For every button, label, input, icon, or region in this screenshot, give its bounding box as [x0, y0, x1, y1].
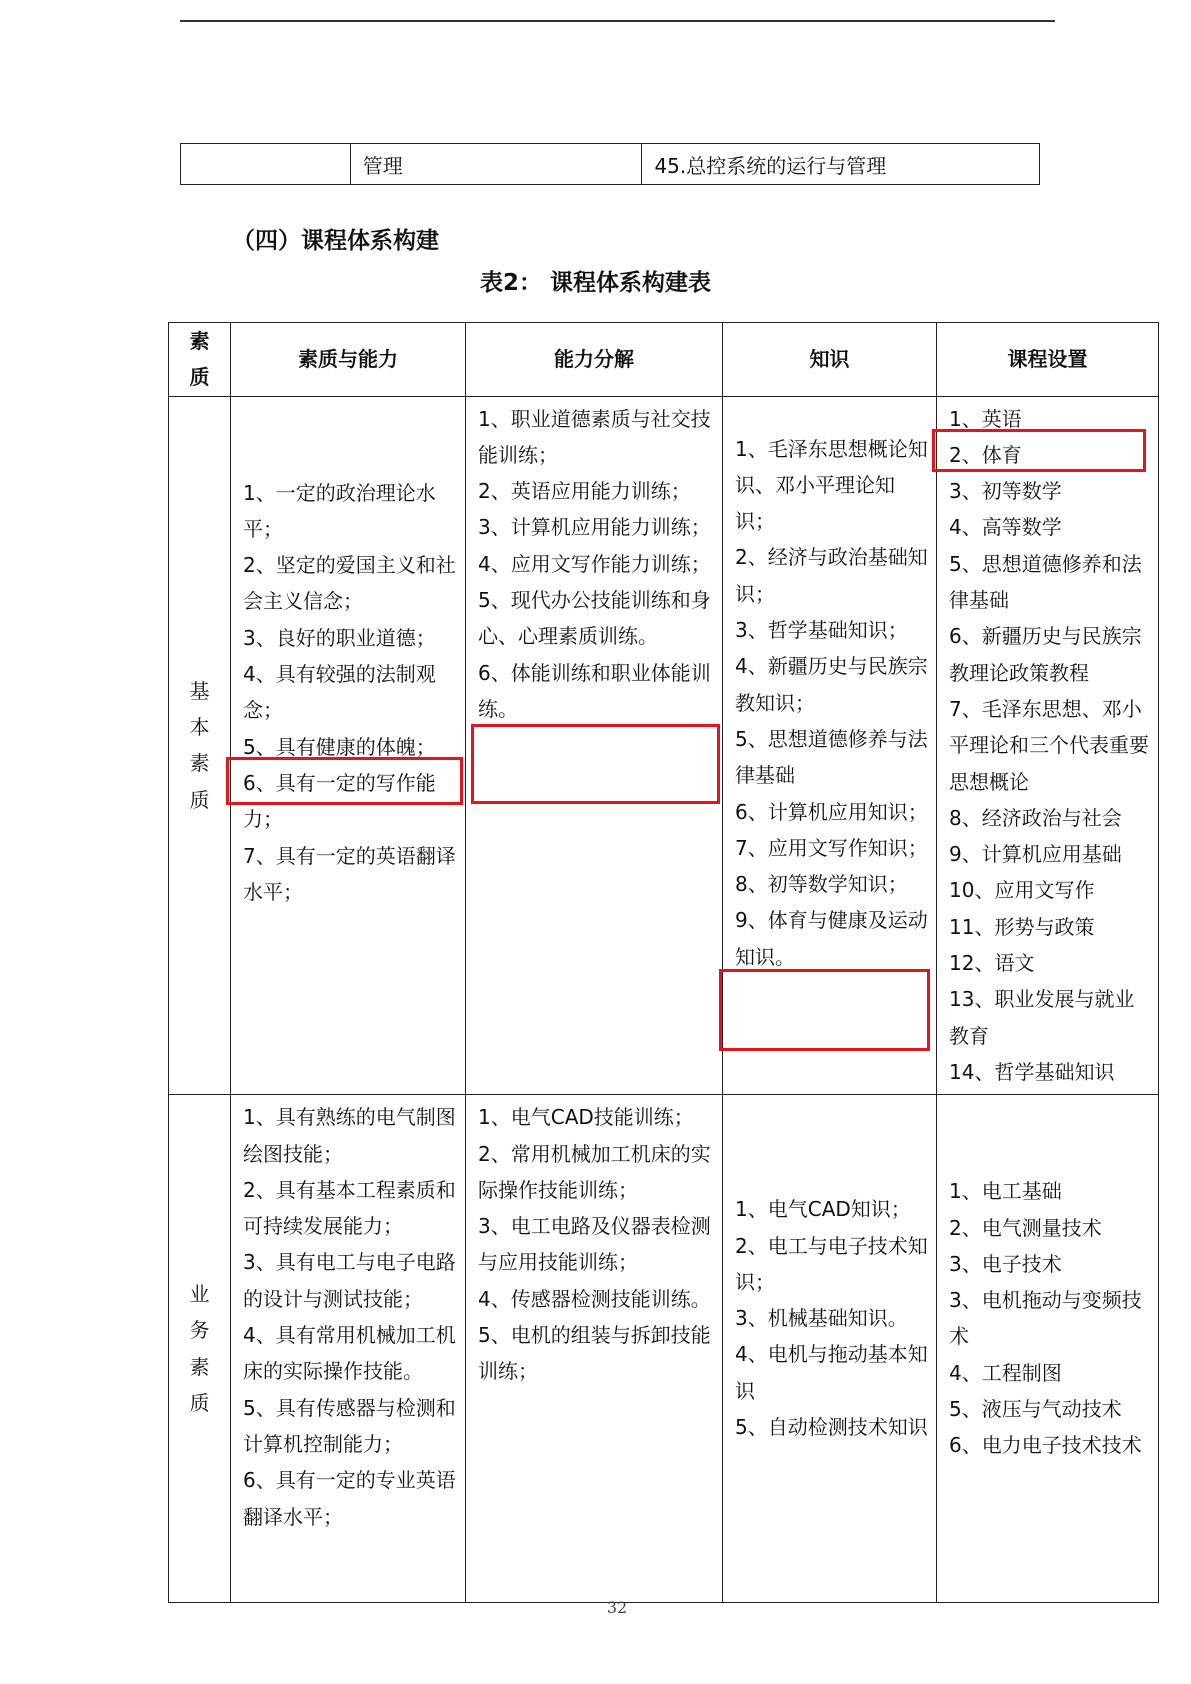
- decomposition-cell: [466, 1095, 723, 1603]
- list-item: 1、一定的政治理论水平；: [243, 480, 436, 541]
- list-item: 11、形势与政策: [949, 914, 1095, 939]
- list-item: 3、机械基础知识。: [735, 1306, 908, 1331]
- list-item: 5、自动检测技术知识: [735, 1415, 928, 1440]
- list-item: 8、经济政治与社会: [949, 805, 1122, 830]
- list-item: 2、经济与政治基础知识；: [735, 545, 928, 606]
- list-item: 1、电气CAD技能训练；: [478, 1105, 694, 1130]
- header-quality: 素质: [169, 323, 231, 397]
- list-item: 1、毛泽东思想概论知识、邓小平理论知识；: [735, 436, 928, 534]
- list-item: 5、液压与气动技术: [949, 1397, 1122, 1422]
- list-item: 6、新疆历史与民族宗教理论政策教程: [949, 624, 1142, 685]
- list-item: 6、具有一定的写作能力；: [243, 770, 436, 832]
- category-cell: 业务素质: [169, 1095, 231, 1603]
- knowledge-cell: [723, 396, 937, 1095]
- list-item: 6、计算机应用知识；: [735, 799, 928, 824]
- list-item: 4、具有较强的法制观念；: [243, 662, 436, 723]
- knowledge-cell: [723, 1095, 937, 1603]
- list-item: 9、计算机应用基础: [949, 842, 1122, 867]
- list-item: 4、应用文写作能力训练；: [478, 551, 711, 576]
- courses-cell: [937, 396, 1159, 1095]
- header-knowledge: 知识: [723, 323, 937, 397]
- header-course-setting: 课程设置: [937, 323, 1159, 397]
- list-item: 5、思想道德修养与法律基础: [735, 726, 928, 788]
- table-caption: 表2： 课程体系构建表: [479, 270, 711, 296]
- list-item: 4、具有常用机械加工机床的实际操作技能。: [243, 1323, 456, 1384]
- list-item: 4、高等数学: [949, 515, 1062, 540]
- list-item: 3、计算机应用能力训练；: [478, 515, 711, 540]
- list-item: 5、电机的组装与拆卸技能训练；: [478, 1323, 711, 1384]
- table-header-row: [169, 323, 1159, 397]
- list-item: 2、电工与电子技术知识；: [735, 1233, 928, 1294]
- header-quality-ability: 素质与能力: [231, 323, 466, 397]
- list-item: 5、思想道德修养和法律基础: [949, 551, 1142, 613]
- page-number: 32: [606, 1598, 628, 1617]
- list-item: 3、电机拖动与变频技术: [949, 1288, 1142, 1349]
- list-item: 5、现代办公技能训练和身心、心理素质训练。: [478, 588, 711, 649]
- list-item: 1、电气CAD知识；: [735, 1197, 911, 1222]
- list-item: 1、电工基础: [949, 1179, 1062, 1204]
- table-cell: 45.总控系统的运行与管理: [642, 144, 1040, 185]
- list-item: 2、常用机械加工机床的实际操作技能训练；: [478, 1141, 711, 1202]
- decomposition-cell: [466, 396, 723, 1095]
- table-row-business-quality: [169, 1095, 1159, 1603]
- list-item: 3、良好的职业道德；: [243, 625, 436, 650]
- list-item: 4、电机与拖动基本知识: [735, 1342, 928, 1403]
- list-item: 3、电子技术: [949, 1251, 1062, 1276]
- list-item: 1、具有熟练的电气制图绘图技能；: [243, 1105, 456, 1166]
- list-item: 7、具有一定的英语翻译水平；: [243, 843, 456, 904]
- list-item: 2、坚定的爱国主义和社会主义信念；: [243, 553, 456, 614]
- abilities-cell: [231, 396, 466, 1095]
- list-item: 7、毛泽东思想、邓小平理论和三个代表重要思想概论: [949, 696, 1149, 794]
- section-heading: （四）课程体系构建: [232, 228, 439, 254]
- list-item: 5、具有传感器与检测和计算机控制能力；: [243, 1395, 456, 1456]
- courses-cell: [937, 1095, 1159, 1603]
- curriculum-table: [168, 322, 1159, 1603]
- list-item: 6、电力电子技术技术: [949, 1433, 1142, 1458]
- table-cell: [181, 144, 351, 185]
- header-rule: [180, 20, 1055, 22]
- list-item: 12、语文: [949, 951, 1035, 976]
- list-item: 6、体能训练和职业体能训练。: [478, 660, 711, 721]
- header-ability-decomposition: 能力分解: [466, 323, 723, 397]
- list-item: 4、新疆历史与民族宗教知识；: [735, 654, 928, 715]
- previous-table-fragment: [180, 143, 1040, 185]
- table-row: [181, 144, 1040, 185]
- table-cell: 管理: [350, 144, 642, 185]
- list-item: 3、具有电工与电子电路的设计与测试技能；: [243, 1250, 456, 1311]
- list-item: 4、工程制图: [949, 1360, 1062, 1385]
- list-item: 14、哲学基础知识: [949, 1059, 1115, 1084]
- list-item: 3、电工电路及仪器表检测与应用技能训练；: [478, 1214, 711, 1275]
- list-item: 5、具有健康的体魄；: [243, 734, 436, 759]
- list-item: 2、具有基本工程素质和可持续发展能力；: [243, 1177, 456, 1239]
- category-cell: 基本素质: [169, 396, 231, 1095]
- list-item: 1、职业道德素质与社交技能训练；: [478, 406, 711, 467]
- list-item: 2、电气测量技术: [949, 1215, 1102, 1240]
- list-item: 1、英语: [949, 406, 1022, 431]
- list-item: 13、职业发展与就业教育: [949, 987, 1135, 1048]
- list-item: 2、英语应用能力训练；: [478, 479, 691, 504]
- abilities-cell: [231, 1095, 466, 1603]
- list-item: 3、初等数学: [949, 479, 1062, 504]
- list-item: 4、传感器检测技能训练。: [478, 1286, 711, 1311]
- list-item: 9、体育与健康及运动知识。: [735, 908, 928, 969]
- list-item: 10、应用文写作: [949, 878, 1095, 903]
- table-row-basic-quality: [169, 396, 1159, 1095]
- list-item: 8、初等数学知识；: [735, 872, 908, 897]
- list-item: 2、体育: [949, 442, 1022, 467]
- list-item: 7、应用文写作知识；: [735, 835, 928, 860]
- list-item: 6、具有一定的专业英语翻译水平；: [243, 1468, 456, 1529]
- list-item: 3、哲学基础知识；: [735, 618, 908, 643]
